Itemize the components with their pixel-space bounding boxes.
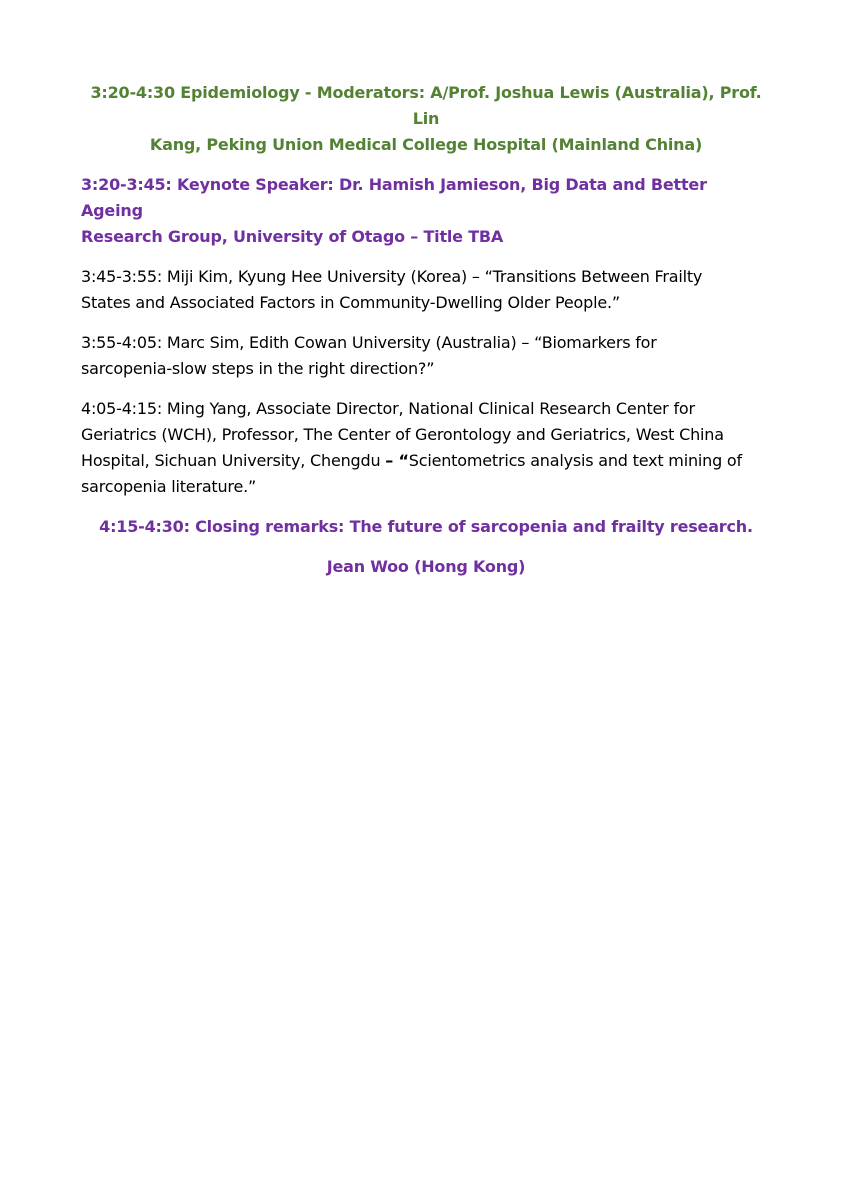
keynote-entry (81, 172, 771, 250)
talk-yang-line-3-plain: Hospital, Sichuan University, Chengdu (81, 451, 386, 470)
talk-entry-yang (81, 396, 771, 500)
session-heading-line-1: 3:20-4:30 Epidemiology - Moderators: A/Prof. Joshua Lewis (Australia), Prof. Lin (90, 83, 762, 128)
session-heading-line-2: Kang, Peking Union Medical College Hospital (Mainland China) (149, 135, 703, 154)
closing-remarks (81, 514, 771, 540)
talk-kim-line-2: States and Associated Factors in Community-Dwelling Older People.” (81, 293, 620, 312)
talk-yang-line-3 (81, 448, 771, 474)
closing-remarks-text: 4:15-4:30: Closing remarks: The future of sarcopenia and frailty research. (99, 517, 753, 536)
talk-yang-line-1: 4:05-4:15: Ming Yang, Associate Director, National Clinical Research Center for (81, 399, 695, 418)
closing-speaker (81, 554, 771, 580)
keynote-line-2: Research Group, University of Otago – Title TBA (81, 227, 504, 246)
talk-entry-kim (81, 264, 771, 316)
talk-yang-line-4: sarcopenia literature.” (81, 477, 257, 496)
session-heading (81, 80, 771, 158)
closing-speaker-name: Jean Woo (Hong Kong) (326, 557, 526, 576)
keynote-line-1: 3:20-3:45: Keynote Speaker: Dr. Hamish Jamieson, Big Data and Better Ageing (81, 175, 707, 220)
talk-sim-line-2: sarcopenia-slow steps in the right direction?” (81, 359, 435, 378)
talk-entry-sim (81, 330, 771, 382)
talk-sim-line-1: 3:55-4:05: Marc Sim, Edith Cowan University (Australia) – “Biomarkers for (81, 333, 657, 352)
talk-yang-line-2: Geriatrics (WCH), Professor, The Center of Gerontology and Geriatrics, West China (81, 425, 724, 444)
talk-kim-line-1: 3:45-3:55: Miji Kim, Kyung Hee University (Korea) – “Transitions Between Frailty (81, 267, 703, 286)
talk-yang-line-3-rest: Scientometrics analysis and text mining of (408, 451, 742, 470)
talk-yang-line-3-bold-dash: – “ (385, 451, 409, 470)
program-content (81, 80, 771, 594)
